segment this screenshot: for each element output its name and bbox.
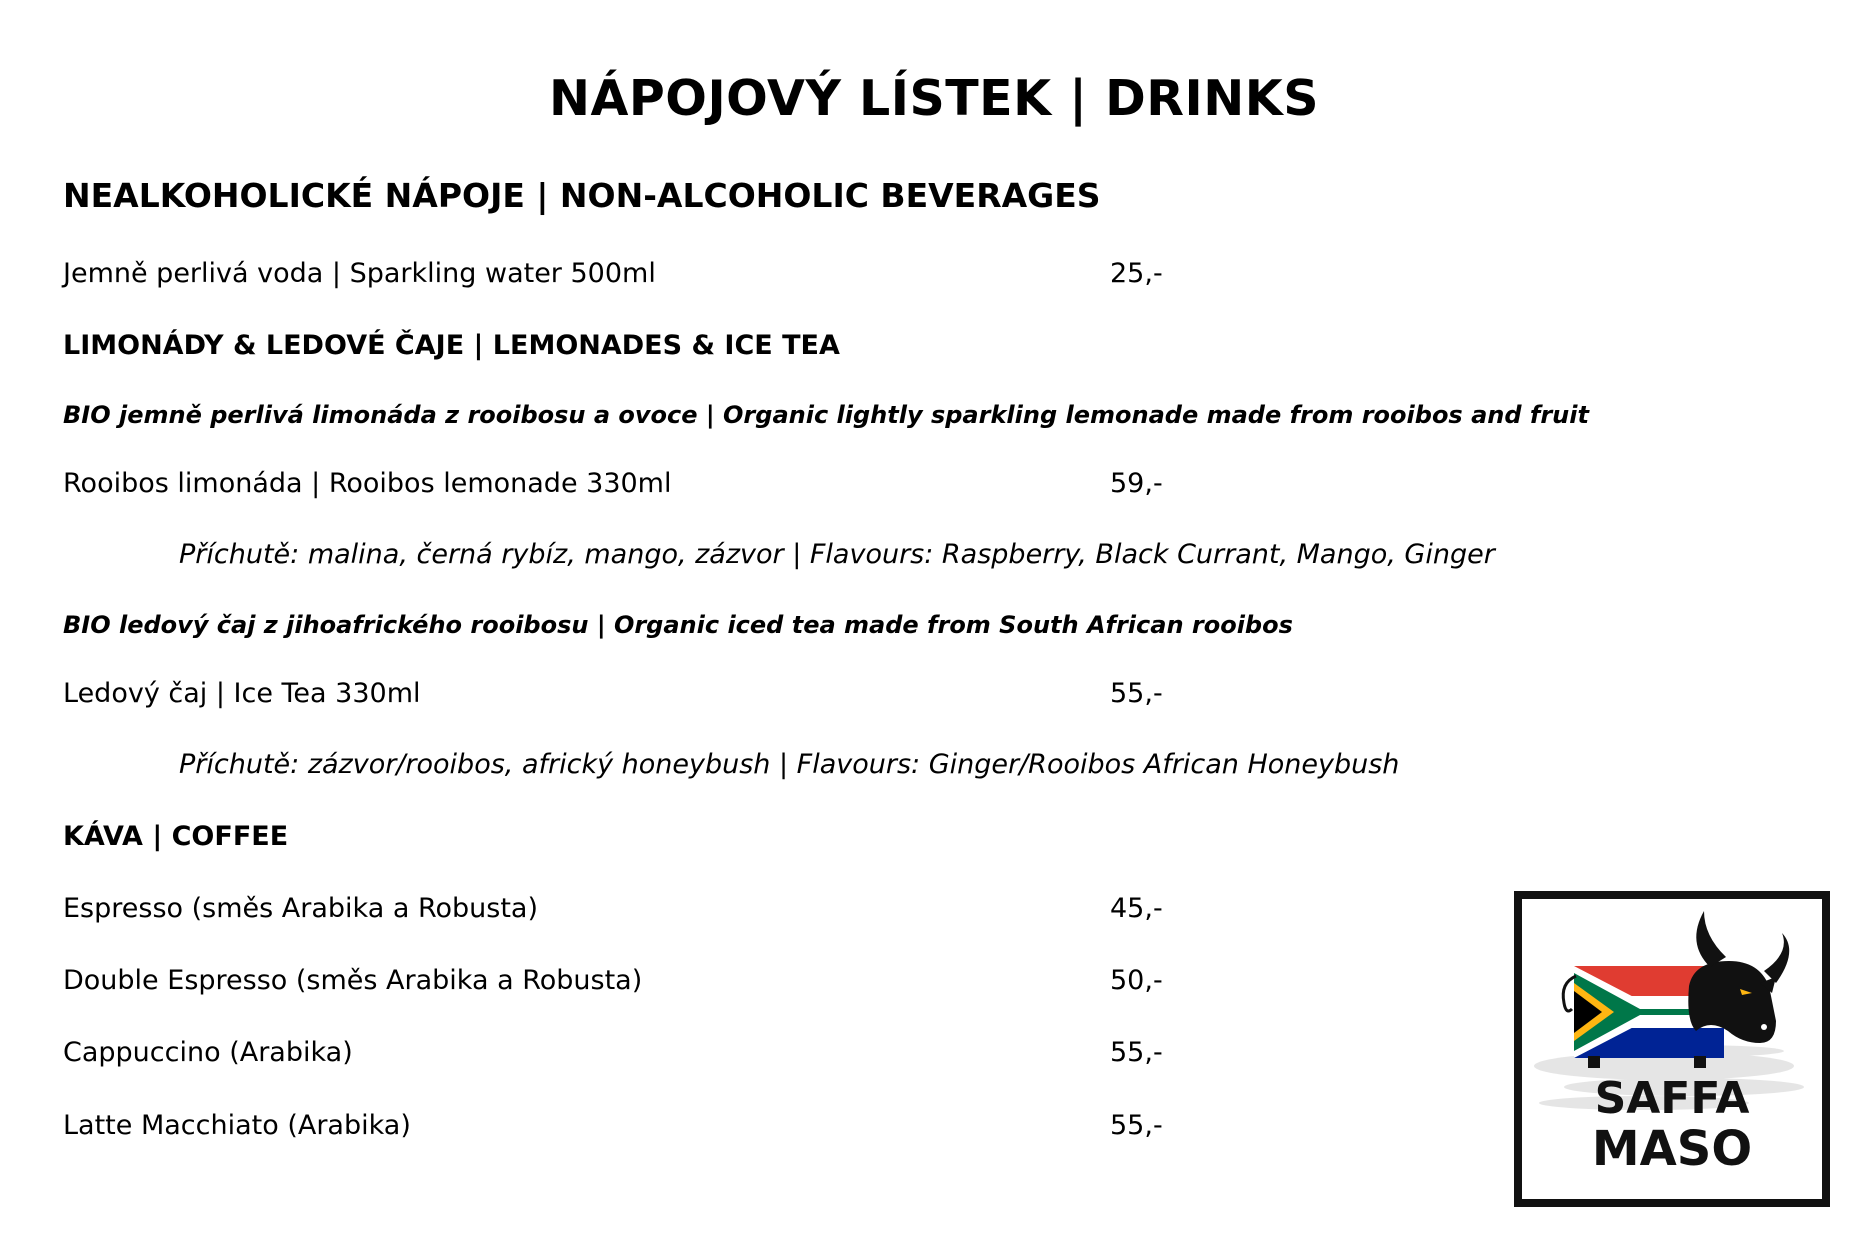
flavours-ice-tea: Příchutě: zázvor/rooibos, africký honeybush | Flavours: Ginger/Rooibos African Honeybush [179, 749, 1400, 780]
menu-item-price: 55,- [1110, 1037, 1163, 1068]
flavours-lemonade: Příchutě: malina, černá rybíz, mango, zázvor | Flavours: Raspberry, Black Currant, Mango, Ginger [179, 539, 1495, 570]
menu-item-latte-macchiato: Latte Macchiato (Arabika) [63, 1110, 411, 1141]
menu-item-ice-tea: Ledový čaj | Ice Tea 330ml [63, 678, 421, 709]
menu-item-price: 55,- [1110, 1110, 1163, 1141]
menu-item-price: 50,- [1110, 965, 1163, 996]
menu-item-cappuccino: Cappuccino (Arabika) [63, 1037, 353, 1068]
section-heading-nonalcoholic: NEALKOHOLICKÉ NÁPOJE | NON-ALCOHOLIC BEVERAGES [63, 176, 1101, 215]
menu-item-double-espresso: Double Espresso (směs Arabika a Robusta) [63, 965, 643, 996]
menu-item-espresso: Espresso (směs Arabika a Robusta) [63, 893, 539, 924]
saffa-maso-logo [1514, 891, 1830, 1207]
logo-text-maso: MASO [1591, 1121, 1753, 1177]
menu-item-rooibos-lemonade: Rooibos limonáda | Rooibos lemonade 330ml [63, 468, 672, 499]
section-heading-coffee: KÁVA | COFFEE [63, 821, 289, 852]
menu-item-price: 55,- [1110, 678, 1163, 709]
menu-item-sparkling-water: Jemně perlivá voda | Sparkling water 500ml [63, 258, 656, 289]
page-title: NÁPOJOVÝ LÍSTEK | DRINKS [548, 70, 1320, 127]
product-description-lemonade: BIO jemně perlivá limonáda z rooibosu a ovoce | Organic lightly sparkling lemonade made from rooibos and fruit [63, 401, 1589, 429]
menu-item-price: 45,- [1110, 893, 1163, 924]
product-description-ice-tea: BIO ledový čaj z jihoafrického rooibosu | Organic iced tea made from South African rooibos [63, 611, 1293, 639]
menu-item-price: 59,- [1110, 468, 1163, 499]
section-heading-lemonades: LIMONÁDY & LEDOVÉ ČAJE | LEMONADES & ICE TEA [63, 330, 840, 361]
menu-item-price: 25,- [1110, 258, 1163, 289]
logo-text-saffa: SAFFA [1594, 1073, 1750, 1124]
